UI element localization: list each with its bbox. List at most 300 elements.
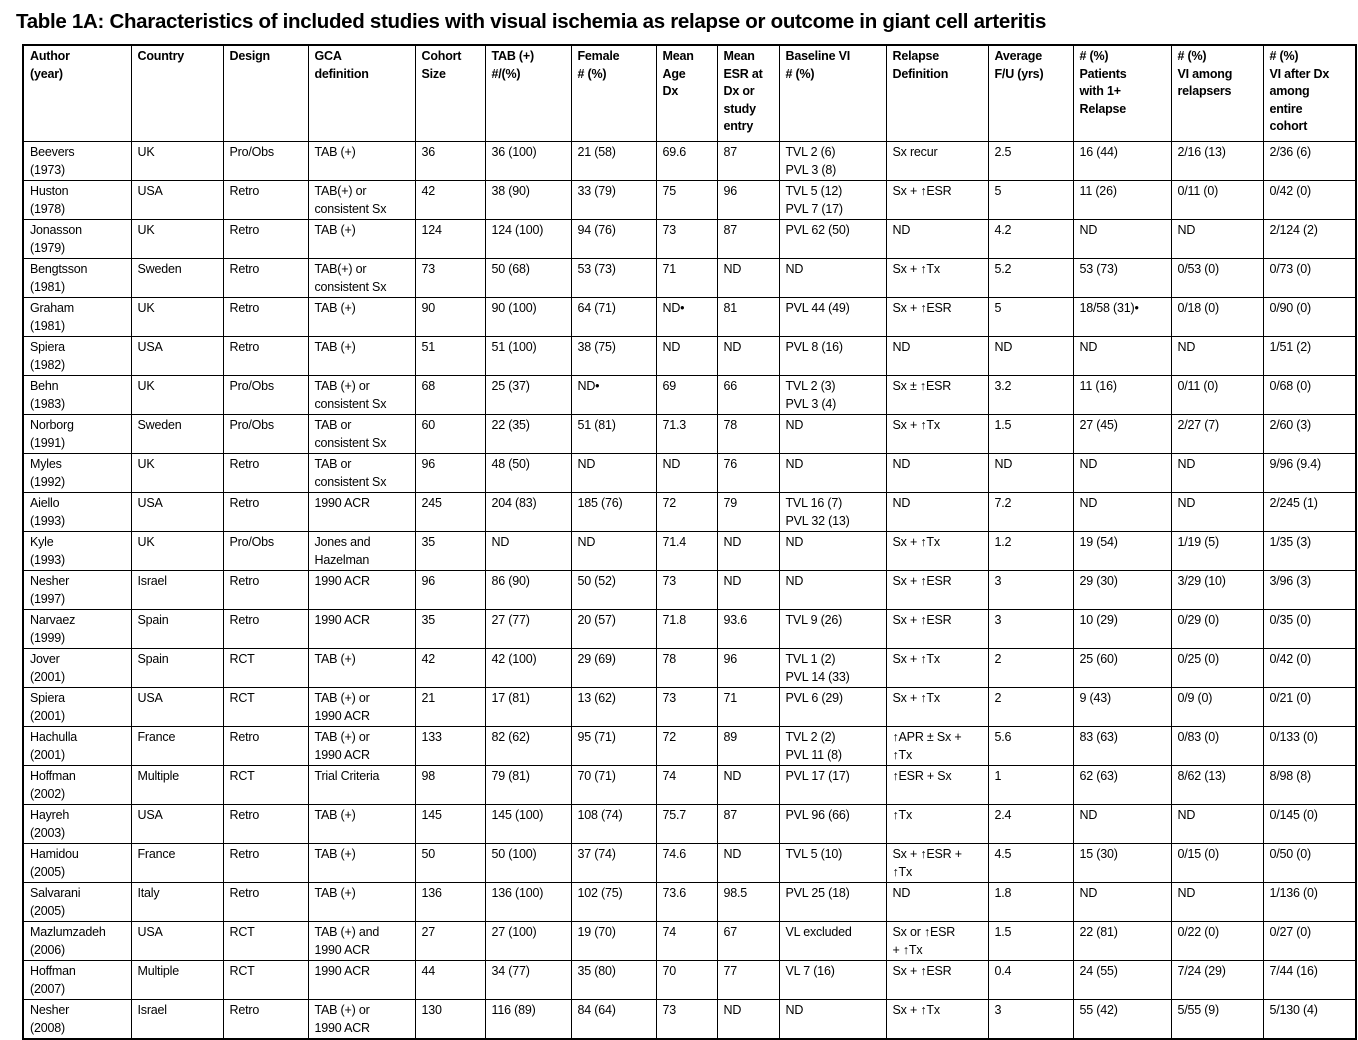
table-cell: Jonasson (1979) [23,220,131,259]
table-cell: 27 (100) [485,922,571,961]
table-cell: Spain [131,610,223,649]
table-cell: 0/42 (0) [1263,649,1356,688]
table-cell: ND [1073,883,1171,922]
table-cell: Pro/Obs [223,142,308,181]
table-cell: 10 (29) [1073,610,1171,649]
table-cell: ND [656,454,717,493]
table-cell: Hoffman (2007) [23,961,131,1000]
table-cell: USA [131,493,223,532]
table-cell: 96 [415,454,485,493]
table-row [23,727,1356,766]
table-row [23,532,1356,571]
table-cell: 73 [656,1000,717,1040]
table-cell: 72 [656,727,717,766]
table-cell: Multiple [131,961,223,1000]
table-cell: ND [988,337,1073,376]
table-cell: 70 [656,961,717,1000]
table-cell: Myles (1992) [23,454,131,493]
table-cell: TAB(+) or consistent Sx [308,259,415,298]
header-row [23,45,1356,142]
table-row [23,220,1356,259]
table-cell: 5/55 (9) [1171,1000,1263,1040]
table-row [23,142,1356,181]
table-cell: UK [131,532,223,571]
table-cell: PVL 62 (50) [779,220,886,259]
table-cell: 89 [717,727,779,766]
table-cell: 96 [717,649,779,688]
table-cell: 73 [415,259,485,298]
table-cell: 130 [415,1000,485,1040]
table-cell: ND [1073,805,1171,844]
table-cell: UK [131,454,223,493]
table-cell: 19 (54) [1073,532,1171,571]
table-cell: France [131,727,223,766]
table-cell: RCT [223,649,308,688]
table-cell: 90 (100) [485,298,571,337]
table-cell: 74.6 [656,844,717,883]
table-cell: PVL 44 (49) [779,298,886,337]
table-cell: 77 [717,961,779,1000]
table-cell: ND [1171,337,1263,376]
table-cell: TAB (+) or 1990 ACR [308,727,415,766]
table-cell: 0/42 (0) [1263,181,1356,220]
table-cell: TVL 5 (10) [779,844,886,883]
table-cell: ND [1073,493,1171,532]
table-cell: Sx or ↑ESR + ↑Tx [886,922,988,961]
table-cell: ↑Tx [886,805,988,844]
table-cell: 20 (57) [571,610,656,649]
column-header: Cohort Size [415,45,485,142]
table-cell: USA [131,688,223,727]
table-cell: 116 (89) [485,1000,571,1040]
table-cell: 1/51 (2) [1263,337,1356,376]
table-cell: 0/11 (0) [1171,181,1263,220]
table-cell: 50 (68) [485,259,571,298]
table-cell: TAB (+) [308,298,415,337]
column-header: # (%) Patients with 1+ Relapse [1073,45,1171,142]
table-cell: ND [1073,337,1171,376]
table-cell: USA [131,922,223,961]
table-cell: 62 (63) [1073,766,1171,805]
table-cell: Hamidou (2005) [23,844,131,883]
table-cell: ND [779,571,886,610]
table-cell: Bengtsson (1981) [23,259,131,298]
table-cell: 69.6 [656,142,717,181]
table-cell: Sx + ↑Tx [886,649,988,688]
table-cell: Spain [131,649,223,688]
table-cell: TAB (+) [308,883,415,922]
table-cell: Hachulla (2001) [23,727,131,766]
table-cell: 1.8 [988,883,1073,922]
table-cell: 64 (71) [571,298,656,337]
table-cell: 1.2 [988,532,1073,571]
table-cell: 84 (64) [571,1000,656,1040]
table-cell: Sx recur [886,142,988,181]
table-cell: 1990 ACR [308,961,415,1000]
table-cell: 42 [415,649,485,688]
table-cell: TAB (+) or 1990 ACR [308,688,415,727]
table-row [23,298,1356,337]
table-cell: ↑ESR + Sx [886,766,988,805]
table-cell: 5.2 [988,259,1073,298]
table-cell: Aiello (1993) [23,493,131,532]
table-cell: 3.2 [988,376,1073,415]
table-cell: 21 (58) [571,142,656,181]
table-cell: 96 [717,181,779,220]
table-cell: Nesher (2008) [23,1000,131,1040]
table-cell: 5/130 (4) [1263,1000,1356,1040]
table-cell: Spiera (1982) [23,337,131,376]
table-cell: TVL 1 (2) PVL 14 (33) [779,649,886,688]
table-cell: Sx + ↑Tx [886,259,988,298]
table-row [23,571,1356,610]
table-cell: Retro [223,298,308,337]
table-cell: 0/133 (0) [1263,727,1356,766]
table-cell: Sx + ↑ESR [886,181,988,220]
table-cell: 124 [415,220,485,259]
table-cell: TVL 2 (2) PVL 11 (8) [779,727,886,766]
table-cell: 21 [415,688,485,727]
table-cell: 0/11 (0) [1171,376,1263,415]
table-cell: ND [717,1000,779,1040]
table-cell: 68 [415,376,485,415]
table-cell: 4.5 [988,844,1073,883]
table-cell: Kyle (1993) [23,532,131,571]
table-cell: 79 (81) [485,766,571,805]
column-header: Design [223,45,308,142]
table-cell: 96 [415,571,485,610]
table-cell: 29 (30) [1073,571,1171,610]
table-cell: 22 (35) [485,415,571,454]
table-cell: TAB (+) [308,142,415,181]
table-cell: 2/245 (1) [1263,493,1356,532]
table-cell: Sx + ↑Tx [886,1000,988,1040]
table-cell: USA [131,337,223,376]
table-cell: PVL 25 (18) [779,883,886,922]
table-cell: 3 [988,1000,1073,1040]
table-cell: Pro/Obs [223,532,308,571]
table-cell: TAB (+) [308,337,415,376]
table-cell: 11 (16) [1073,376,1171,415]
table-cell: 3/29 (10) [1171,571,1263,610]
table-cell: 73 [656,571,717,610]
table-cell: Nesher (1997) [23,571,131,610]
table-cell: 83 (63) [1073,727,1171,766]
table-cell: 1.5 [988,415,1073,454]
table-cell: 0/29 (0) [1171,610,1263,649]
table-cell: Spiera (2001) [23,688,131,727]
table-cell: 38 (90) [485,181,571,220]
table-row [23,493,1356,532]
table-cell: 13 (62) [571,688,656,727]
table-cell: USA [131,181,223,220]
table-cell: ND [779,532,886,571]
table-cell: Norborg (1991) [23,415,131,454]
table-cell: Retro [223,844,308,883]
table-cell: 69 [656,376,717,415]
table-cell: 27 (45) [1073,415,1171,454]
table-cell: ND [571,532,656,571]
table-cell: Retro [223,727,308,766]
table-cell: RCT [223,688,308,727]
column-header: Female # (%) [571,45,656,142]
table-cell: ND [656,337,717,376]
table-cell: 44 [415,961,485,1000]
table-cell: 1/35 (3) [1263,532,1356,571]
table-cell: 22 (81) [1073,922,1171,961]
table-cell: PVL 6 (29) [779,688,886,727]
table-cell: 3/96 (3) [1263,571,1356,610]
table-cell: 29 (69) [571,649,656,688]
table-cell: ND [779,415,886,454]
table-cell: ND [988,454,1073,493]
table-cell: 0.4 [988,961,1073,1000]
table-cell: 71.3 [656,415,717,454]
table-cell: 145 [415,805,485,844]
table-row [23,649,1356,688]
table-cell: 74 [656,922,717,961]
table-cell: 124 (100) [485,220,571,259]
table-cell: 51 [415,337,485,376]
table-cell: Retro [223,1000,308,1040]
table-cell: ND [779,1000,886,1040]
table-cell: 0/50 (0) [1263,844,1356,883]
table-cell: 18/58 (31)• [1073,298,1171,337]
table-cell: 86 (90) [485,571,571,610]
table-cell: 36 (100) [485,142,571,181]
table-cell: ND [1171,220,1263,259]
table-cell: 71 [656,259,717,298]
table-cell: VL excluded [779,922,886,961]
table-cell: 70 (71) [571,766,656,805]
table-cell: 48 (50) [485,454,571,493]
table-cell: 87 [717,805,779,844]
table-cell: Israel [131,571,223,610]
table-cell: TVL 5 (12) PVL 7 (17) [779,181,886,220]
table-cell: Retro [223,571,308,610]
table-cell: 98 [415,766,485,805]
table-cell: Retro [223,454,308,493]
table-cell: 3 [988,571,1073,610]
table-cell: Italy [131,883,223,922]
table-cell: 7/24 (29) [1171,961,1263,1000]
table-cell: Trial Criteria [308,766,415,805]
column-header: TAB (+) #/(%) [485,45,571,142]
table-cell: 9/96 (9.4) [1263,454,1356,493]
table-cell: TAB(+) or consistent Sx [308,181,415,220]
table-cell: 81 [717,298,779,337]
table-cell: VL 7 (16) [779,961,886,1000]
table-cell: 73.6 [656,883,717,922]
table-row [23,766,1356,805]
table-row [23,922,1356,961]
table-cell: 50 (52) [571,571,656,610]
column-header: # (%) VI among relapsers [1171,45,1263,142]
table-cell: ND [886,883,988,922]
table-cell: ND [886,337,988,376]
table-cell: ND [717,766,779,805]
table-cell: TAB (+) [308,844,415,883]
table-cell: TAB or consistent Sx [308,415,415,454]
table-cell: Sx ± ↑ESR [886,376,988,415]
table-cell: 0/83 (0) [1171,727,1263,766]
table-cell: 4.2 [988,220,1073,259]
table-cell: Retro [223,883,308,922]
table-cell: 0/53 (0) [1171,259,1263,298]
table-cell: 5 [988,298,1073,337]
table-cell: 15 (30) [1073,844,1171,883]
table-cell: Retro [223,610,308,649]
table-cell: PVL 17 (17) [779,766,886,805]
table-cell: ND [886,493,988,532]
table-cell: Retro [223,493,308,532]
table-cell: ND [1171,805,1263,844]
table-cell: Narvaez (1999) [23,610,131,649]
table-cell: 50 (100) [485,844,571,883]
table-cell: Retro [223,181,308,220]
table-cell: 73 [656,688,717,727]
table-cell: UK [131,298,223,337]
table-cell: TAB (+) [308,805,415,844]
table-cell: 0/15 (0) [1171,844,1263,883]
table-cell: TAB (+) or 1990 ACR [308,1000,415,1040]
table-cell: 71.4 [656,532,717,571]
table-cell: ND [717,259,779,298]
table-row [23,961,1356,1000]
table-cell: ND [779,454,886,493]
table-cell: 2 [988,649,1073,688]
table-cell: 36 [415,142,485,181]
table-cell: Sx + ↑ESR [886,298,988,337]
table-cell: Sweden [131,259,223,298]
table-cell: 79 [717,493,779,532]
table-cell: 1990 ACR [308,493,415,532]
table-cell: 3 [988,610,1073,649]
table-cell: 8/62 (13) [1171,766,1263,805]
table-cell: 108 (74) [571,805,656,844]
table-cell: 102 (75) [571,883,656,922]
table-cell: 5 [988,181,1073,220]
table-cell: TVL 16 (7) PVL 32 (13) [779,493,886,532]
table-cell: 75.7 [656,805,717,844]
table-cell: 17 (81) [485,688,571,727]
table-cell: 0/18 (0) [1171,298,1263,337]
table-cell: TVL 9 (26) [779,610,886,649]
table-cell: UK [131,142,223,181]
table-cell: 53 (73) [1073,259,1171,298]
table-cell: 42 (100) [485,649,571,688]
table-cell: 5.6 [988,727,1073,766]
table-cell: ND [779,259,886,298]
table-cell: 9 (43) [1073,688,1171,727]
table-cell: 87 [717,142,779,181]
table-row [23,376,1356,415]
table-cell: 16 (44) [1073,142,1171,181]
table-cell: Retro [223,337,308,376]
table-cell: 0/27 (0) [1263,922,1356,961]
table-cell: 37 (74) [571,844,656,883]
table-cell: 72 [656,493,717,532]
table-cell: 67 [717,922,779,961]
table-cell: 136 [415,883,485,922]
table-cell: 35 (80) [571,961,656,1000]
table-cell: 51 (100) [485,337,571,376]
table-cell: 2.5 [988,142,1073,181]
table-cell: 95 (71) [571,727,656,766]
table-cell: 38 (75) [571,337,656,376]
table-cell: 53 (73) [571,259,656,298]
table-cell: Sx + ↑Tx [886,415,988,454]
table-cell: Multiple [131,766,223,805]
table-cell: 0/35 (0) [1263,610,1356,649]
table-cell: 73 [656,220,717,259]
table-cell: 2/27 (7) [1171,415,1263,454]
table-cell: Sx + ↑Tx [886,532,988,571]
table-cell: 55 (42) [1073,1000,1171,1040]
table-cell: 50 [415,844,485,883]
table-cell: 8/98 (8) [1263,766,1356,805]
table-cell: 204 (83) [485,493,571,532]
table-cell: 71 [717,688,779,727]
table-cell: Sx + ↑Tx [886,688,988,727]
table-row [23,454,1356,493]
table-cell: 90 [415,298,485,337]
table-cell: RCT [223,961,308,1000]
table-cell: RCT [223,922,308,961]
table-cell: Sx + ↑ESR [886,610,988,649]
table-row [23,259,1356,298]
table-cell: 66 [717,376,779,415]
table-cell: 87 [717,220,779,259]
table-cell: 25 (37) [485,376,571,415]
table-cell: 1.5 [988,922,1073,961]
table-cell: 78 [717,415,779,454]
table-cell: 1/19 (5) [1171,532,1263,571]
table-cell: France [131,844,223,883]
table-cell: 19 (70) [571,922,656,961]
table-cell: Israel [131,1000,223,1040]
table-cell: 0/73 (0) [1263,259,1356,298]
table-cell: 1 [988,766,1073,805]
table-cell: 2/36 (6) [1263,142,1356,181]
table-cell: 1990 ACR [308,610,415,649]
table-cell: UK [131,220,223,259]
table-cell: 35 [415,532,485,571]
table-cell: RCT [223,766,308,805]
table-cell: Sx + ↑ESR [886,961,988,1000]
column-header: Author (year) [23,45,131,142]
table-cell: 25 (60) [1073,649,1171,688]
table-cell: Retro [223,220,308,259]
table-cell: Salvarani (2005) [23,883,131,922]
table-row [23,1000,1356,1040]
studies-table [22,44,1357,1040]
table-row [23,805,1356,844]
table-title: Table 1A: Characteristics of included studies with visual ischemia as relapse or outcome in giant cell arteritis [16,10,1047,33]
column-header: Mean ESR at Dx or study entry [717,45,779,142]
table-cell: ND [886,220,988,259]
table-cell: Mazlumzadeh (2006) [23,922,131,961]
table-cell: 2/124 (2) [1263,220,1356,259]
column-header: GCA definition [308,45,415,142]
table-cell: Beevers (1973) [23,142,131,181]
table-cell: 7.2 [988,493,1073,532]
table-cell: ND [1171,493,1263,532]
column-header: Baseline VI # (%) [779,45,886,142]
table-cell: ND• [571,376,656,415]
table-row [23,337,1356,376]
table-cell: ND [886,454,988,493]
